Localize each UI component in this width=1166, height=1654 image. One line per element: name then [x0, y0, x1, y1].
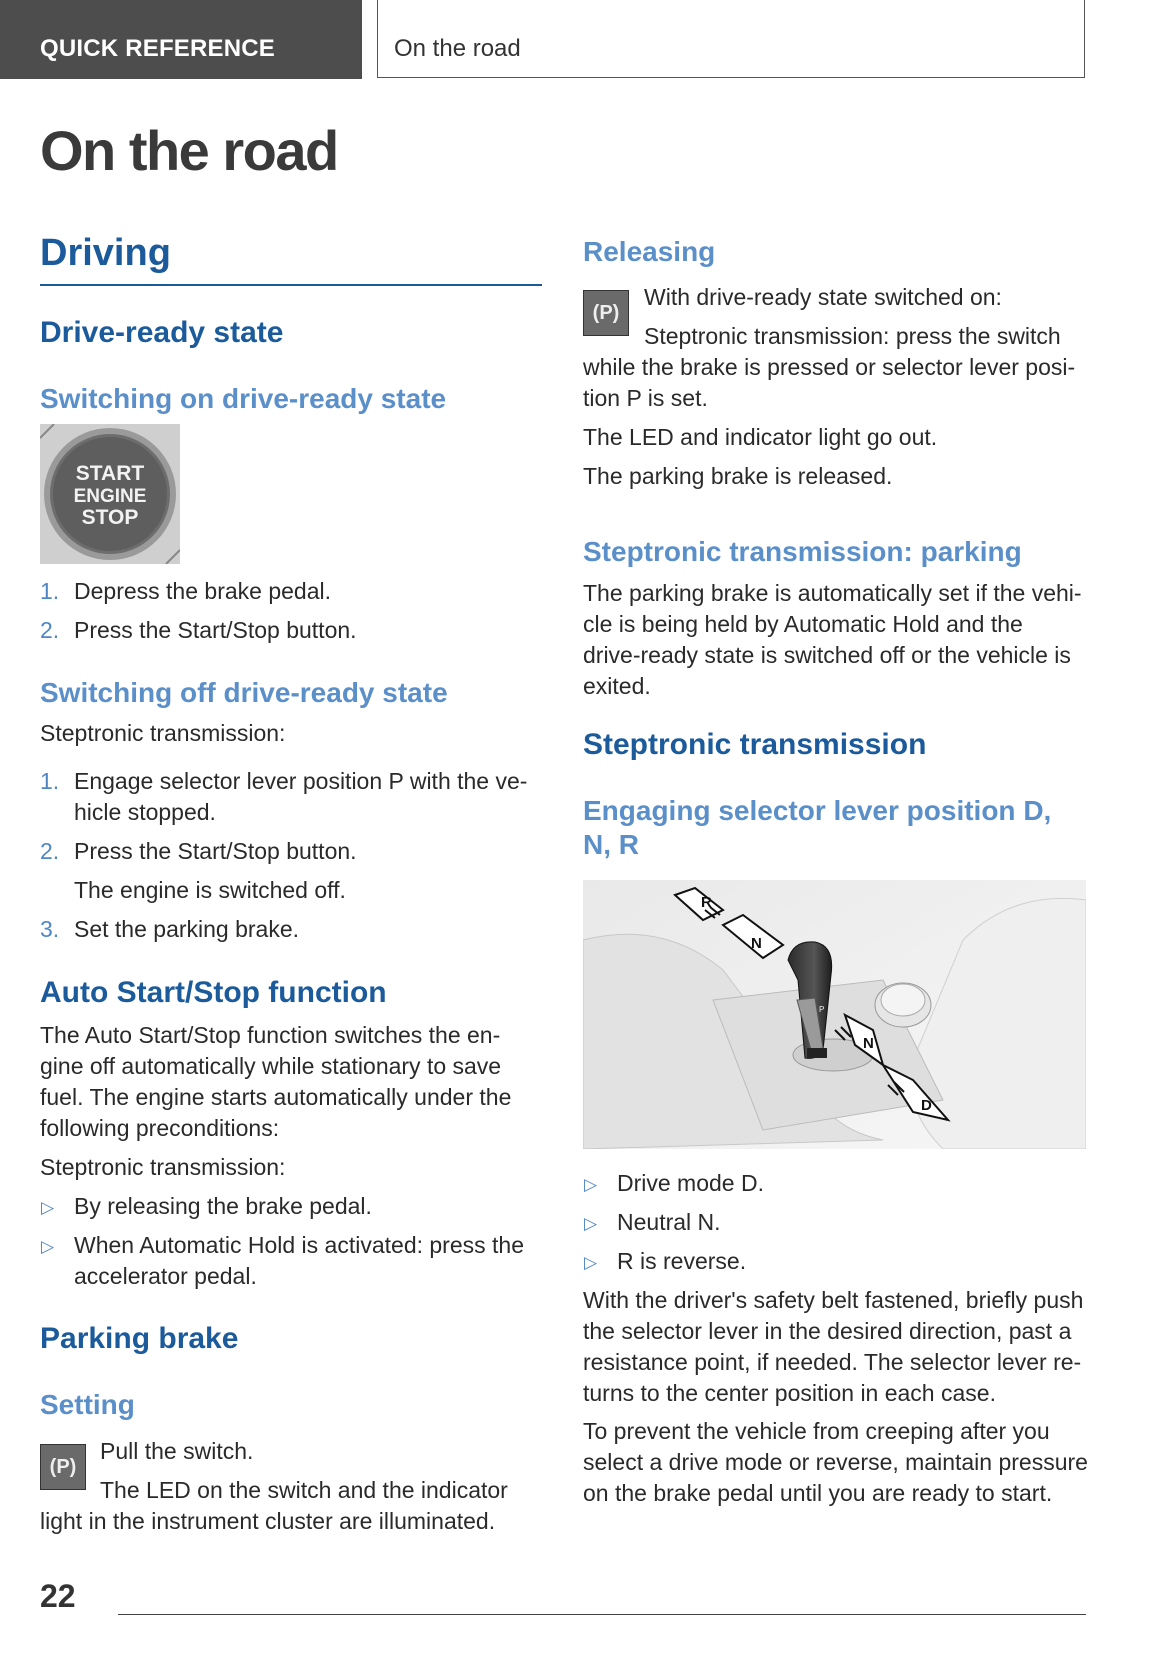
releasing-line-3: while the brake is pressed or selector lever posi-: [583, 354, 1076, 380]
engaging-para2-line-1: To prevent the vehicle from creeping after you: [583, 1418, 1050, 1444]
driving-heading: Driving: [40, 232, 171, 274]
selector-lever-illustration: [583, 880, 1086, 1149]
auto-start-stop-heading: Auto Start/Stop function: [40, 976, 387, 1009]
list-number: 1.: [40, 578, 60, 604]
switch-on-step-2: Press the Start/Stop button.: [74, 617, 357, 643]
switch-off-step-1a: Engage selector lever position P with the ve-: [74, 768, 528, 794]
switch-on-step-1: Depress the brake pedal.: [74, 578, 331, 604]
switch-on-heading: Switching on drive-ready state: [40, 383, 447, 414]
start-stop-button-image: [40, 424, 180, 564]
auto-start-stop-line-2: gine off automatically while stationary to save: [40, 1053, 502, 1079]
parking-brake-icon: (P): [40, 1444, 86, 1490]
parking-brake-heading: Parking brake: [40, 1322, 239, 1355]
bullet-triangle-icon: ▷: [41, 1237, 55, 1256]
auto-start-stop-bullet-1: By releasing the brake pedal.: [74, 1193, 372, 1219]
switch-off-heading: Switching off drive-ready state: [40, 677, 448, 708]
engaging-bullet-1: Drive mode D.: [617, 1170, 764, 1196]
steptronic-heading: Steptronic transmission: [583, 728, 927, 761]
button-line-start: START: [75, 462, 145, 485]
steptronic-parking-line-3: drive-ready state is switched off or the vehicle is: [583, 642, 1071, 668]
header-section-tab: [0, 0, 362, 79]
steptronic-parking-line-4: exited.: [583, 673, 651, 699]
header-chapter-box: [377, 0, 1085, 78]
engaging-para1-line-1: With the driver's safety belt fastened, briefly push: [583, 1287, 1084, 1313]
bullet-triangle-icon: ▷: [584, 1175, 598, 1194]
switch-off-step-2-note: The engine is switched off.: [74, 877, 346, 903]
setting-line-2: The LED on the switch and the indicator: [100, 1477, 508, 1503]
engaging-bullet-2: Neutral N.: [617, 1209, 721, 1235]
bullet-triangle-icon: ▷: [41, 1198, 55, 1217]
engaging-para2-line-3: on the brake pedal until you are ready to start.: [583, 1480, 1053, 1506]
list-number: 2.: [40, 838, 60, 864]
list-number: 2.: [40, 617, 60, 643]
steptronic-parking-heading: Steptronic transmission: parking: [583, 536, 1022, 567]
auto-start-stop-line-1: The Auto Start/Stop function switches the en-: [40, 1022, 501, 1048]
releasing-line-6: The parking brake is released.: [583, 463, 893, 489]
setting-line-3: light in the instrument cluster are illuminated.: [40, 1508, 496, 1534]
switch-off-step-1b: hicle stopped.: [74, 799, 216, 825]
bullet-triangle-icon: ▷: [584, 1253, 598, 1272]
engaging-para2-line-2: select a drive mode or reverse, maintain pressure: [583, 1449, 1088, 1475]
setting-line-1: Pull the switch.: [100, 1438, 254, 1464]
drive-ready-heading: Drive-ready state: [40, 316, 284, 349]
steptronic-parking-line-1: The parking brake is automatically set if the vehi-: [583, 580, 1082, 606]
engaging-bullet-3: R is reverse.: [617, 1248, 747, 1274]
releasing-line-2: Steptronic transmission: press the switch: [644, 323, 1061, 349]
engaging-para1-line-2: the selector lever in the desired direction, past a: [583, 1318, 1072, 1344]
engaging-para1-line-4: turns to the center position in each case.: [583, 1380, 996, 1406]
selector-lever-icon: [583, 880, 1086, 1149]
engaging-heading-line-1: Engaging selector lever position D,: [583, 795, 1052, 826]
switch-off-step-3: Set the parking brake.: [74, 916, 300, 942]
bullet-triangle-icon: ▷: [584, 1214, 598, 1233]
page-title: On the road: [40, 119, 338, 182]
button-line-stop: STOP: [81, 506, 139, 529]
releasing-heading: Releasing: [583, 236, 716, 267]
setting-heading: Setting: [40, 1389, 135, 1420]
auto-start-stop-line-3: fuel. The engine starts automatically under the: [40, 1084, 512, 1110]
page-number: 22: [40, 1578, 76, 1614]
releasing-line-1: With drive-ready state switched on:: [644, 284, 1002, 310]
start-stop-button-icon: [40, 424, 180, 564]
list-number: 1.: [40, 768, 60, 794]
header-section-label: QUICK REFERENCE: [40, 35, 276, 62]
button-line-engine: ENGINE: [73, 486, 147, 507]
releasing-line-4: tion P is set.: [583, 385, 708, 411]
footer-rule: [118, 1614, 1086, 1615]
parking-brake-icon: (P): [583, 290, 629, 336]
header-chapter-label: On the road: [394, 35, 521, 62]
engaging-para1-line-3: resistance point, if needed. The selector lever re-: [583, 1349, 1082, 1375]
gear-label-p: P: [819, 1005, 825, 1014]
gear-label-n-upper: N: [751, 935, 762, 952]
auto-start-stop-line-4: following preconditions:: [40, 1115, 280, 1141]
releasing-line-5: The LED and indicator light go out.: [583, 424, 938, 450]
auto-start-stop-intro: Steptronic transmission:: [40, 1154, 286, 1180]
engaging-heading-line-2: N, R: [583, 829, 639, 860]
list-number: 3.: [40, 916, 60, 942]
auto-start-stop-bullet-2a: When Automatic Hold is activated: press the: [74, 1232, 524, 1258]
gear-label-r: R: [701, 894, 712, 911]
gear-label-d: D: [921, 1097, 932, 1114]
auto-start-stop-bullet-2b: accelerator pedal.: [74, 1263, 257, 1289]
steptronic-parking-line-2: cle is being held by Automatic Hold and the: [583, 611, 1023, 637]
gear-label-n-lower: N: [863, 1035, 874, 1052]
driving-heading-rule: [40, 284, 542, 286]
switch-off-intro: Steptronic transmission:: [40, 720, 286, 746]
switch-off-step-2: Press the Start/Stop button.: [74, 838, 357, 864]
